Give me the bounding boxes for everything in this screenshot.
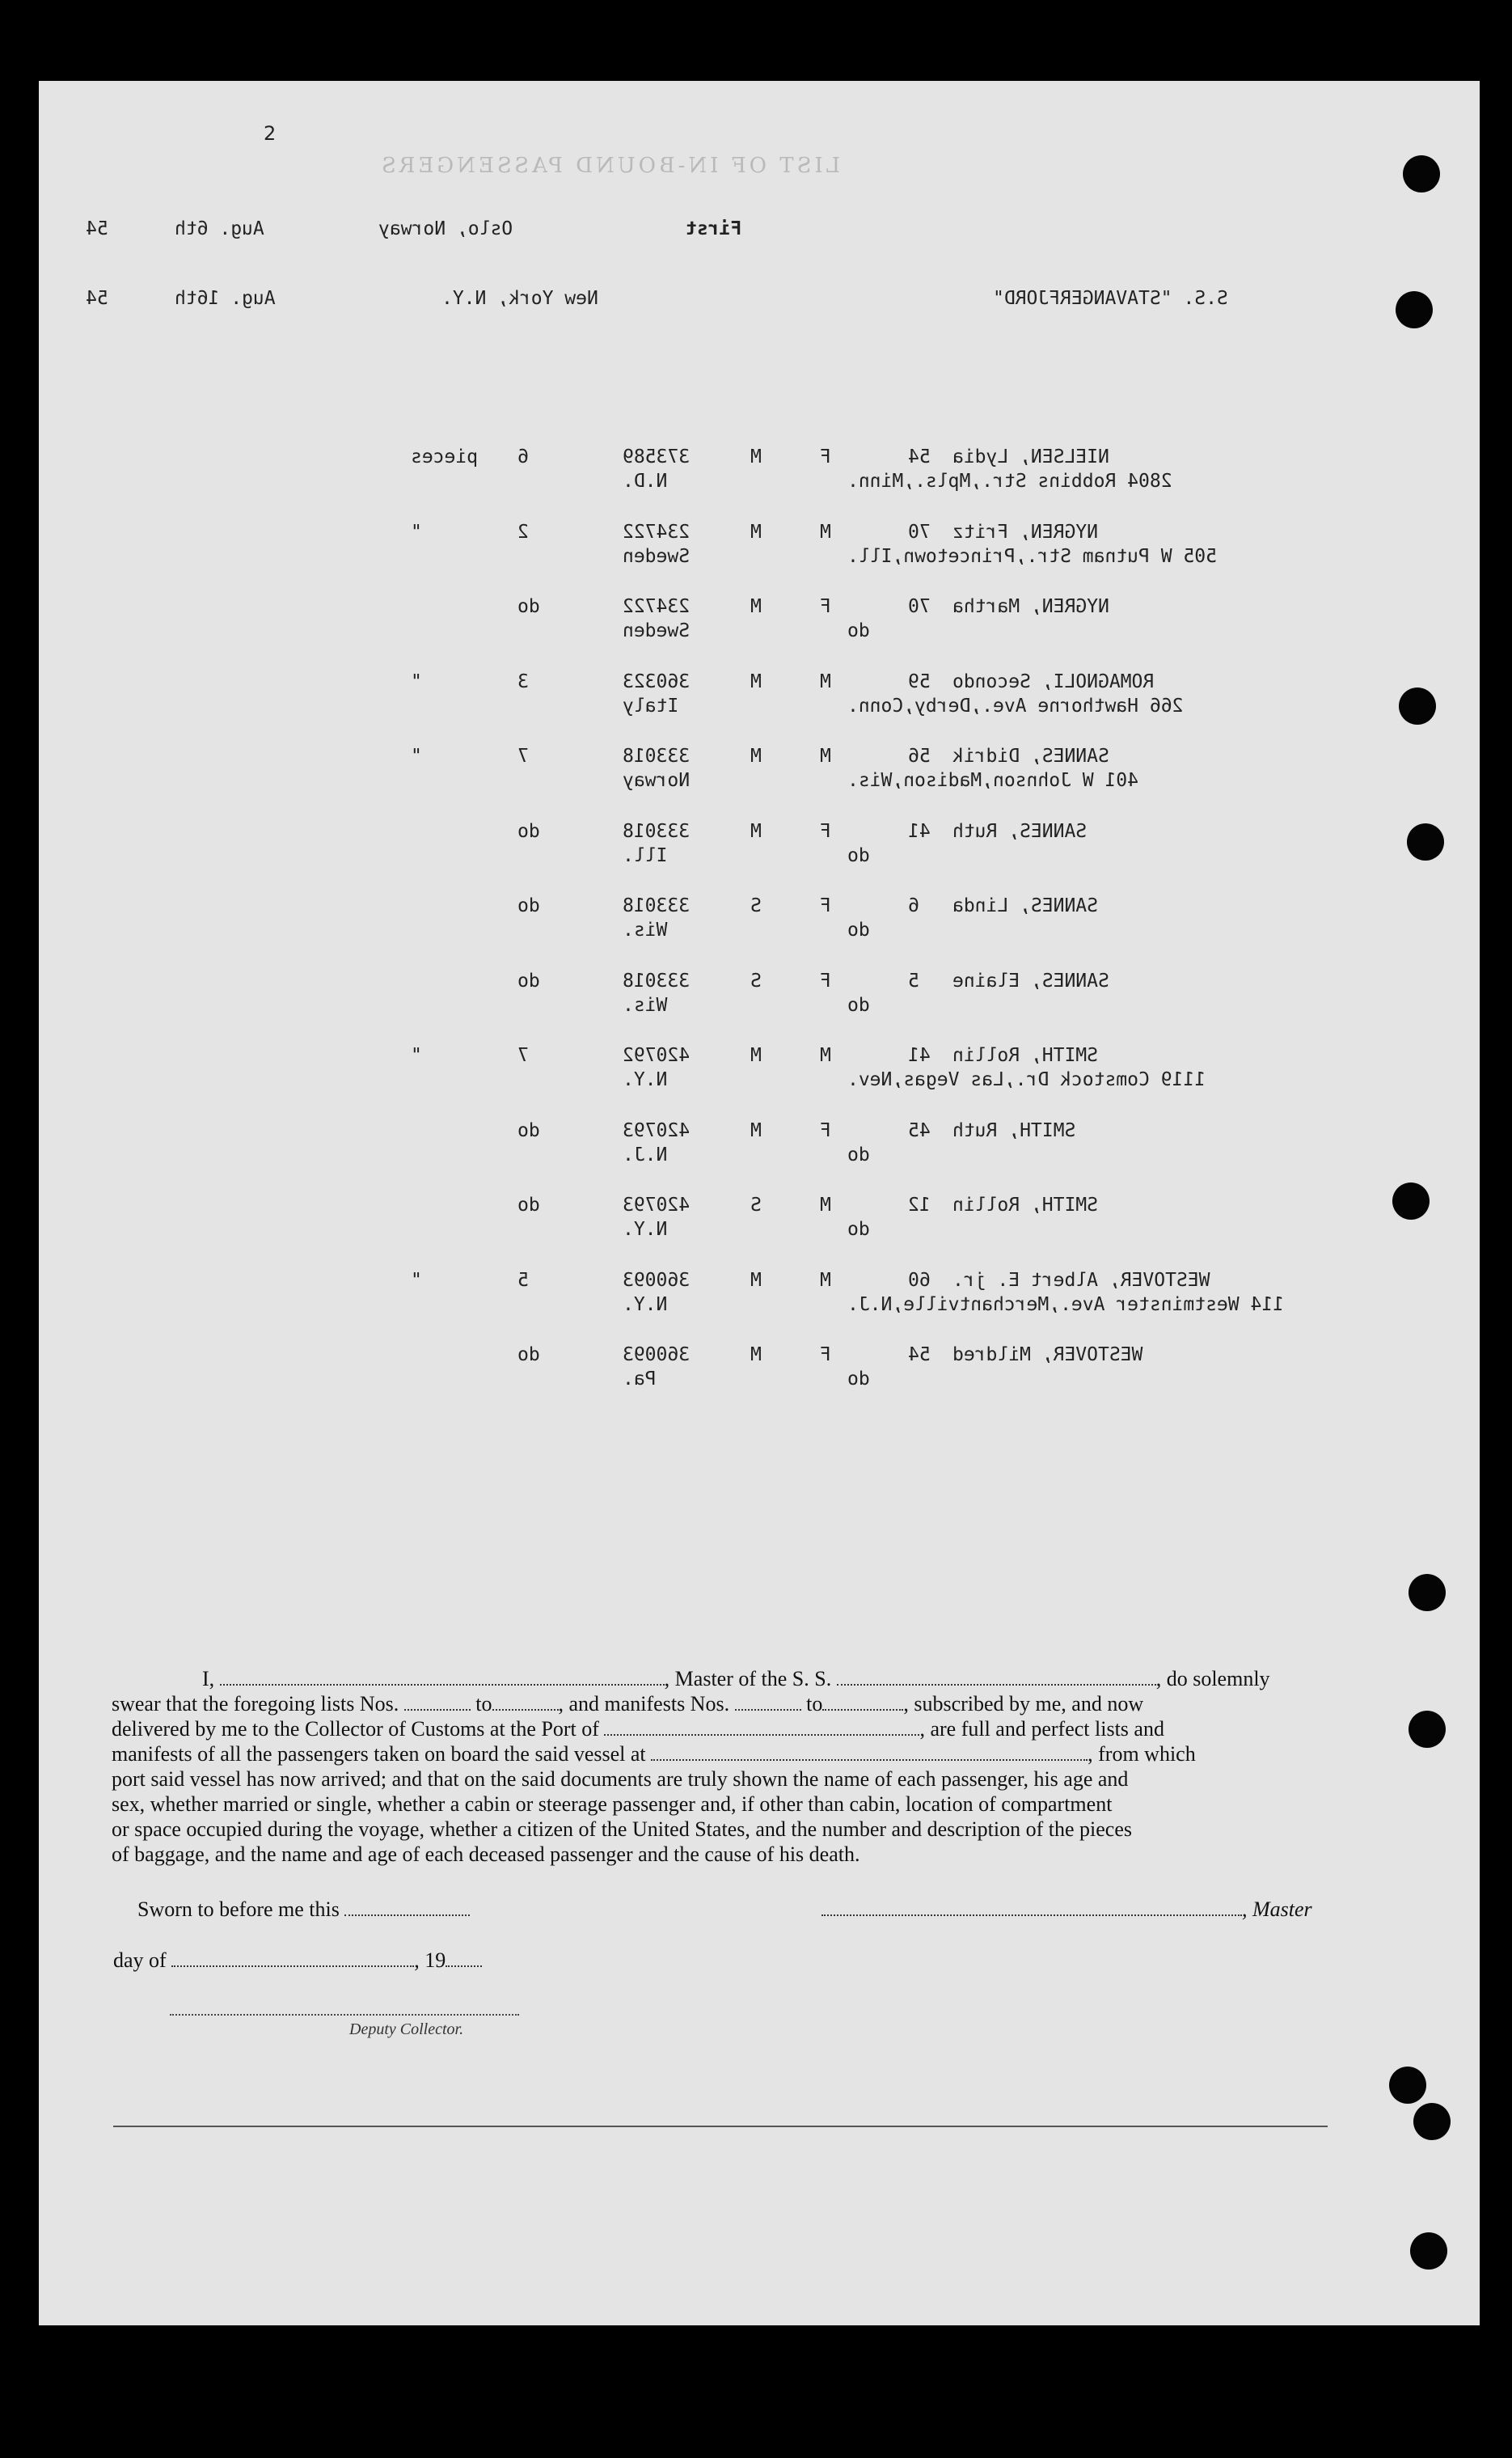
- passenger-name: SANNES, Linda: [952, 895, 1099, 916]
- year-label: , 19: [414, 1948, 446, 1972]
- passenger-address: do: [847, 1144, 870, 1166]
- passenger-age: 70: [908, 521, 931, 543]
- passenger-name: SANNES, Didrik: [952, 746, 1109, 767]
- passenger-name: SANNES, Ruth: [952, 820, 1088, 842]
- manifest-sheet: [39, 81, 1480, 2325]
- passenger-origin: N.D.: [623, 471, 668, 492]
- passenger-married: M: [750, 820, 762, 842]
- oath-line5: port said vessel has now arrived; and that on the said documents are truly shown the name of each passenger, his age and: [112, 1767, 1129, 1791]
- oath-line2-d: to: [806, 1692, 823, 1716]
- passenger-baggage-unit: pieces: [411, 446, 479, 467]
- passenger-sex: M: [820, 521, 831, 543]
- oath-line3-b: , are full and perfect lists and: [919, 1717, 1164, 1741]
- passenger-address: do: [847, 1219, 870, 1240]
- passenger-sex: M: [820, 671, 831, 692]
- passenger-sex: F: [820, 1119, 831, 1141]
- punch-hole: [1409, 1711, 1446, 1748]
- passenger-address: 1119 Comstock Dr.,Las Vegas,Nev.: [847, 1069, 1206, 1090]
- sworn-label: Sworn to before me this: [137, 1897, 340, 1921]
- passenger-married: M: [750, 521, 762, 543]
- punch-hole: [1392, 1182, 1430, 1220]
- passenger-age: 5: [908, 970, 919, 992]
- passenger-name: WESTOVER, Mildred: [952, 1344, 1143, 1365]
- passenger-sex: F: [820, 820, 831, 842]
- oath-line7: or space occupied during the voyage, whether a citizen of the United States, and the number and description of the pieces: [112, 1817, 1133, 1841]
- passenger-age: 56: [908, 746, 931, 767]
- passenger-baggage-unit: ": [411, 521, 422, 543]
- passenger-sex: M: [820, 746, 831, 767]
- oath-line2-a: swear that the foregoing lists Nos.: [112, 1692, 399, 1716]
- passenger-origin: N.Y.: [623, 1069, 668, 1090]
- passenger-sex: F: [820, 1344, 831, 1365]
- passenger-sex: M: [820, 1195, 831, 1216]
- passenger-baggage: do: [517, 1195, 540, 1216]
- passenger-age: 70: [908, 596, 931, 617]
- passenger-married: M: [750, 1119, 762, 1141]
- passenger-married: M: [750, 596, 762, 617]
- punch-hole: [1396, 291, 1433, 328]
- passenger-sex: F: [820, 596, 831, 617]
- oath-line1-b: , Master of the S. S.: [664, 1667, 832, 1690]
- header-left-num-2: 54: [86, 288, 108, 309]
- passenger-origin: Wis.: [623, 920, 668, 941]
- passenger-baggage: 7: [517, 746, 529, 767]
- passenger-name: NYGREN, Martha: [952, 596, 1109, 617]
- passenger-origin: Norway: [623, 770, 691, 791]
- passenger-origin: Pa.: [623, 1369, 657, 1390]
- passenger-origin: N.Y.: [623, 1293, 668, 1315]
- bottom-rule: [113, 2126, 1328, 2127]
- bleed-through-title: LIST OF IN-BOUND PASSENGERS: [378, 154, 840, 178]
- passenger-sex: F: [820, 446, 831, 467]
- passenger-age: 54: [908, 1344, 931, 1365]
- passenger-number: 333018: [623, 820, 691, 842]
- passenger-sex: F: [820, 895, 831, 916]
- passenger-origin: N.Y.: [623, 1219, 668, 1240]
- punch-hole: [1413, 2103, 1451, 2140]
- passenger-number: 360093: [623, 1269, 691, 1291]
- passenger-baggage: 6: [517, 446, 529, 467]
- passenger-baggage-unit: ": [411, 1045, 422, 1066]
- passenger-married: S: [750, 1195, 762, 1216]
- passenger-origin: Sweden: [623, 620, 691, 641]
- deputy-collector-label: Deputy Collector.: [349, 2020, 464, 2038]
- passenger-married: M: [750, 671, 762, 692]
- punch-hole: [1389, 2067, 1426, 2104]
- passenger-name: SMITH, Rollin: [952, 1045, 1099, 1066]
- passenger-number: 234722: [623, 596, 691, 617]
- oath-line8: of baggage, and the name and age of each deceased passenger and the cause of his death.: [112, 1842, 860, 1866]
- oath-line4-b: , from which: [1088, 1742, 1196, 1766]
- passenger-number: 420792: [623, 1045, 691, 1066]
- header-class: First: [686, 218, 742, 239]
- passenger-number: 373589: [623, 446, 691, 467]
- passenger-baggage: 3: [517, 671, 529, 692]
- passenger-address: do: [847, 1369, 870, 1390]
- passenger-married: M: [750, 746, 762, 767]
- passenger-baggage: do: [517, 596, 540, 617]
- passenger-origin: Ill.: [623, 844, 668, 866]
- punch-hole: [1407, 823, 1444, 861]
- passenger-origin: N.J.: [623, 1144, 668, 1166]
- passenger-origin: Italy: [623, 695, 679, 717]
- passenger-number: 333018: [623, 970, 691, 992]
- passenger-origin: Sweden: [623, 545, 691, 567]
- passenger-age: 12: [908, 1195, 931, 1216]
- passenger-married: M: [750, 1045, 762, 1066]
- passenger-address: 266 Hawthorne Ave.,Derby,Conn.: [847, 695, 1184, 717]
- passenger-number: 360093: [623, 1344, 691, 1365]
- oath-line2-c: , and manifests Nos.: [558, 1692, 730, 1716]
- passenger-baggage: 7: [517, 1045, 529, 1066]
- passenger-number: 333018: [623, 895, 691, 916]
- passenger-married: M: [750, 446, 762, 467]
- passenger-origin: Wis.: [623, 994, 668, 1016]
- passenger-name: SMITH, Rollin: [952, 1195, 1099, 1216]
- passenger-baggage: do: [517, 820, 540, 842]
- passenger-number: 420793: [623, 1119, 691, 1141]
- passenger-sex: M: [820, 1045, 831, 1066]
- oath-line1-a: I,: [202, 1667, 215, 1690]
- master-label: , Master: [1242, 1897, 1312, 1921]
- header-date-1: Aug. 6th: [175, 218, 264, 239]
- passenger-baggage-unit: ": [411, 671, 422, 692]
- passenger-number: 360323: [623, 671, 691, 692]
- passenger-number: 234722: [623, 521, 691, 543]
- passenger-name: WESTOVER, Albert E. jr.: [952, 1269, 1210, 1291]
- header-date-2: Aug. 16th: [175, 288, 276, 309]
- header-ship: S.S. "STAVANGERFJORD": [993, 288, 1228, 309]
- passenger-married: S: [750, 895, 762, 916]
- passenger-married: M: [750, 1269, 762, 1291]
- passenger-sex: F: [820, 970, 831, 992]
- passenger-name: SANNES, Elaine: [952, 970, 1109, 992]
- deputy-signature-line: [170, 2014, 519, 2016]
- passenger-baggage: 2: [517, 521, 529, 543]
- oath-line3-a: delivered by me to the Collector of Customs at the Port of: [112, 1717, 599, 1741]
- oath-line1-c: , do solemnly: [1155, 1667, 1270, 1690]
- passenger-address: 401 W Johnson,Madison,Wis.: [847, 770, 1139, 791]
- passenger-age: 41: [908, 1045, 931, 1066]
- page-number: 2: [264, 122, 277, 145]
- oath-line4-a: manifests of all the passengers taken on board the said vessel at: [112, 1742, 646, 1766]
- passenger-baggage: do: [517, 895, 540, 916]
- passenger-sex: M: [820, 1269, 831, 1291]
- header-port-1: Oslo, Norway: [378, 218, 513, 239]
- passenger-baggage-unit: ": [411, 746, 422, 767]
- passenger-married: M: [750, 1344, 762, 1365]
- passenger-married: S: [750, 970, 762, 992]
- passenger-age: 60: [908, 1269, 931, 1291]
- punch-hole: [1403, 155, 1440, 192]
- passenger-baggage: do: [517, 970, 540, 992]
- passenger-address: do: [847, 920, 870, 941]
- passenger-address: 505 W Putnam Str.,Princetown,Ill.: [847, 545, 1217, 567]
- oath-line2-b: to: [475, 1692, 492, 1716]
- oath-block: [112, 1666, 1405, 1925]
- passenger-baggage: do: [517, 1344, 540, 1365]
- passenger-name: ROMAGNOLI, Secondo: [952, 671, 1155, 692]
- oath-line6: sex, whether married or single, whether a cabin or steerage passenger and, if other than cabin, location of compartment: [112, 1792, 1113, 1816]
- passenger-age: 41: [908, 820, 931, 842]
- header-left-num-1: 54: [86, 218, 108, 239]
- passenger-address: 114 Westminster Ave.,Merchantville,N.J.: [847, 1293, 1285, 1315]
- punch-hole: [1409, 1574, 1446, 1611]
- passenger-number: 420793: [623, 1195, 691, 1216]
- passenger-address: 2804 Robbins Str.,Mpls.,Minn.: [847, 471, 1172, 492]
- passenger-address: do: [847, 844, 870, 866]
- passenger-baggage: 5: [517, 1269, 529, 1291]
- passenger-address: do: [847, 994, 870, 1016]
- punch-hole: [1410, 2232, 1447, 2270]
- passenger-age: 45: [908, 1119, 931, 1141]
- passenger-address: do: [847, 620, 870, 641]
- passenger-age: 54: [908, 446, 931, 467]
- passenger-baggage: do: [517, 1119, 540, 1141]
- passenger-name: NIELSEN, Lydia: [952, 446, 1109, 467]
- passenger-name: SMITH, Ruth: [952, 1119, 1076, 1141]
- passenger-baggage-unit: ": [411, 1269, 422, 1291]
- punch-hole: [1399, 687, 1436, 725]
- passenger-age: 59: [908, 671, 931, 692]
- header-port-2: New York, N.Y.: [441, 288, 598, 309]
- day-of-label: day of: [113, 1948, 167, 1972]
- passenger-number: 333018: [623, 746, 691, 767]
- oath-line2-e: , subscribed by me, and now: [903, 1692, 1144, 1716]
- passenger-age: 6: [908, 895, 919, 916]
- passenger-name: NYGREN, Fritz: [952, 521, 1099, 543]
